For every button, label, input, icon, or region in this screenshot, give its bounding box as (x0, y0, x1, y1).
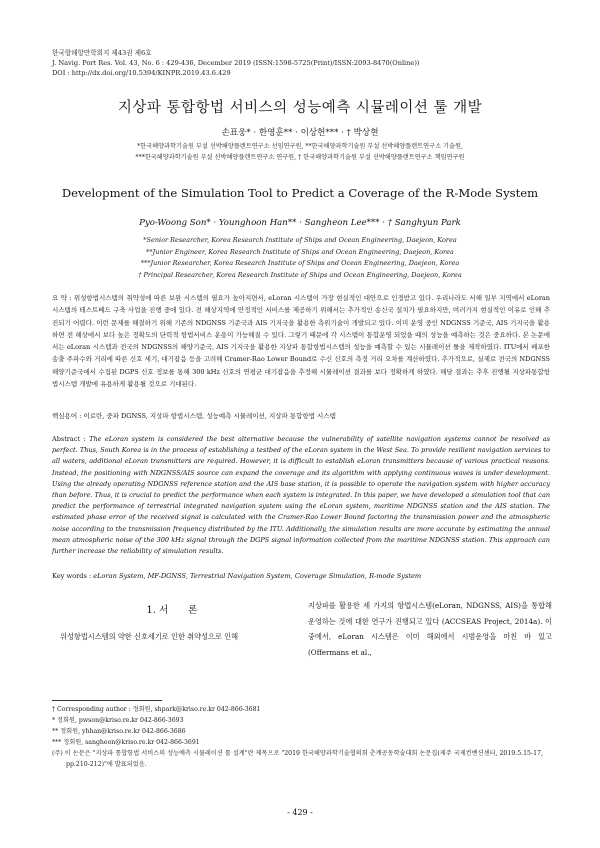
footnote-author: ** 정회원, yhhan@kriso.re.kr 042-866-3686 (52, 728, 186, 735)
journal-citation: J. Navig. Port Res. Vol. 43, No. 6 : 429-436, December 2019 (ISSN:1598-5725(Print)/ISSN:2093-8470(Online)) (52, 59, 420, 67)
authors-english: Pyo-Woong Son* · Younghoon Han** · Sangheon Lee*** · † Sanghyun Park (139, 218, 461, 228)
affiliations-korean (40, 141, 560, 163)
authors-korean: 손표웅* · 한영훈** · 이상헌*** · † 박상현 (221, 128, 379, 138)
affiliation-en-line: † Principal Researcher, Korea Research Institute of Ships and Ocean Engineering, Daejeon, Korea (138, 270, 462, 279)
body-left-column (52, 630, 292, 644)
abstract-kr-label: 요 약 : (52, 294, 72, 302)
affiliation-kr-line: ***한국해양과학기술원 부설 선박해양플랜트연구소 연구원, † 한국해양과학기술원 부설 선박해양플랜트연구소 책임연구원 (135, 154, 465, 161)
title-korean: 지상파 통합항법 서비스의 성능예측 시뮬레이션 툴 개발 (117, 100, 483, 116)
affiliation-en-line: ***Junior Researcher, Korea Research Institute of Ships and Ocean Engineering, Daejeon, Korea (140, 259, 460, 267)
footnotes (52, 704, 550, 770)
keywords-kr-label: 핵심용어 : (52, 412, 82, 420)
abstract-korean (52, 292, 550, 390)
body-right-column (308, 598, 552, 660)
footnote-author: *** 정회원, sangheon@kriso.re.kr 042-866-3691 (52, 739, 200, 746)
abstract-en-text: The eLoran system is considered the best alternative because the vulnerability of satellite navigation systems cannot be resolved as perfect. Thus, South Korea is in the process of establishing a testbed of the eLoran system in the West Sea. To provide resilient navigation services to all waters, additional eLoran transmitters are required. However, it is difficult to establish eLoran transmitters because of various practical reasons. Instead, the positioning with NDGNSS/AIS source can expand the coverage and its algorithm with applying continuous waves is under development. Using the already operating NDGNSS reference station and the AIS base station, it is possible to operate the navigation system with higher accuracy than before. Thus, it is crucial to predict the performance when each system is integrated. In this paper, we have developed a simulation tool that can predict the performance of terrestrial integrated navigation system using the eLoran system, maritime NDGNSS station and the AIS station. The estimated phase error of the received signal is calculated with the Cramer-Rao Lower Bound factoring the transmission power and the atmospheric noise according to the transmission frequency distributed by the ITU. Additionally, the simulation results are more accurate by estimating the annual mean atmospheric noise of the 300 kHz signal through the DGPS signal information collected from the maritime NDGNSS station. This approach can further increase the reliability of simulation results. (52, 435, 550, 556)
keywords-kr-text: 이로란, 중파 DGNSS, 지상파 항법시스템, 성능예측 시뮬레이션, 지상파 통합항법 시스템 (83, 412, 336, 420)
page-number: - 429 - (287, 808, 313, 817)
journal-header (52, 48, 419, 78)
keywords-english (52, 572, 421, 580)
footnote-corresponding-author: † Corresponding author : 정회원, shpark@kriso.re.kr 042-866-3681 (52, 706, 261, 713)
abstract-english (52, 434, 550, 557)
affiliations-english (40, 235, 560, 281)
affiliation-en-line: **Junior Engineer, Korea Research Institute of Ships and Ocean Engineering, Daejeon, Korea (146, 247, 454, 256)
section-heading-introduction: 1. 서 론 (146, 605, 198, 616)
body-left-text: 위성항법시스템의 약한 신호세기로 인한 취약성으로 인해 (60, 632, 239, 641)
journal-name-kr: 한국항해항만학회지 제43권 제6호 (52, 49, 152, 57)
keywords-korean (52, 411, 336, 420)
footnote-author: * 정회원, pwson@kriso.re.kr 042-866-3693 (52, 717, 184, 724)
abstract-kr-text: 위성항법시스템의 취약성에 따른 보완 시스템의 필요가 높아지면서, eLoran 시스템이 가장 현실적인 대안으로 인정받고 있다. 우리나라도 서해 일부 지역에서 eLoran 시스템의 테스트베드 구축 사업을 진행 중에 있다. 전 해상지역에 안정적인 서비스를 제공하기 위해서는 추가적인 송신국 설치가 필요하지만, 여러가지 현실적인 이유로 인해 추진되기 어렵다. 이런 문제를 해결하기 위해 기존의 NDGNSS 기준국과 AIS 기지국을 활용한 측위기술이 개발되고 있다. 이미 운영 중인 NDGNSS 기준국, AIS 기지국을 활용하면 전 해상에서 보다 높은 정확도의 단력적 항법서비스 운용이 가능해질 수 있다. 그렇기 때문에 각 시스템이 통합운영 되었을 때의 성능을 예측하는 것은 중요하다. 본 논문에서는 eLoran 시스템과 전국의 NDGNSS의 해양기준국, AIS 기지국을 활용한 지상파 통합항법시스템의 성능을 예측할 수 있는 시뮬레이션 툴을 제작하였다. ITU에서 배포한 송출 주파수와 거리에 따른 신호 세기, 대기잡음 등을 고려해 Cramer-Rao Lower Bound로 수신 신호의 측정 거리 오차를 계산하였다. 추가적으로, 실제로 전국의 NDGNSS 해양기준국에서 수집된 DGPS 신호 정보를 통해 300 kHz 신호의 연평균 대기잡음을 추정해 시뮬레이션 결과를 보다 정확하게 하였다. 해당 결과는 추후 진행될 지상파통합항법시스템 개발에 유용하게 활용될 것으로 기대된다. (52, 294, 550, 389)
keywords-en-text: eLoran System, MF-DGNSS, Terrestrial Navigation System, Coverage Simulation, R-mode System (93, 572, 422, 580)
doi-link[interactable]: DOI : http://dx.doi.org/10.5394/KINPR.2019.43.6.429 (52, 69, 231, 77)
keywords-en-label: Key words : (52, 572, 92, 580)
affiliation-en-line: *Senior Researcher, Korea Research Institute of Ships and Ocean Engineering, Daejeon, Korea (143, 236, 457, 244)
footnote-divider (52, 700, 162, 701)
title-english: Development of the Simulation Tool to Predict a Coverage of the R-Mode System (61, 186, 539, 200)
footnote-presentation-note: (주) 이 논문은 "지상파 통합항법 서비스의 성능예측 시뮬레이션 툴 설계"란 제목으로 "2019 한국해양과학기술협의회 춘계공동학술대회 논문집(제주 국제컨벤션센터, 2019.5.15-17, pp.210-212)"에 발표되었음. (52, 750, 543, 768)
body-right-text: 지상파를 활용한 세 가지의 항법시스템(eLoran, NDGNSS, AIS)을 통합해 운영하는 것에 대한 연구가 진행되고 있다 (ACCSEAS Project, 2014a). 이 중에서, eLoran 시스템은 이미 해외에서 시범운영을 마친 바 있고 (Offermans et al., (308, 601, 552, 657)
abstract-en-label: Abstract : (52, 435, 86, 443)
affiliation-kr-line: *한국해양과학기술원 부설 선박해양플랜트연구소 선임연구원, **한국해양과학기술원 부설 선박해양플랜트연구소 기술원, (137, 143, 463, 150)
